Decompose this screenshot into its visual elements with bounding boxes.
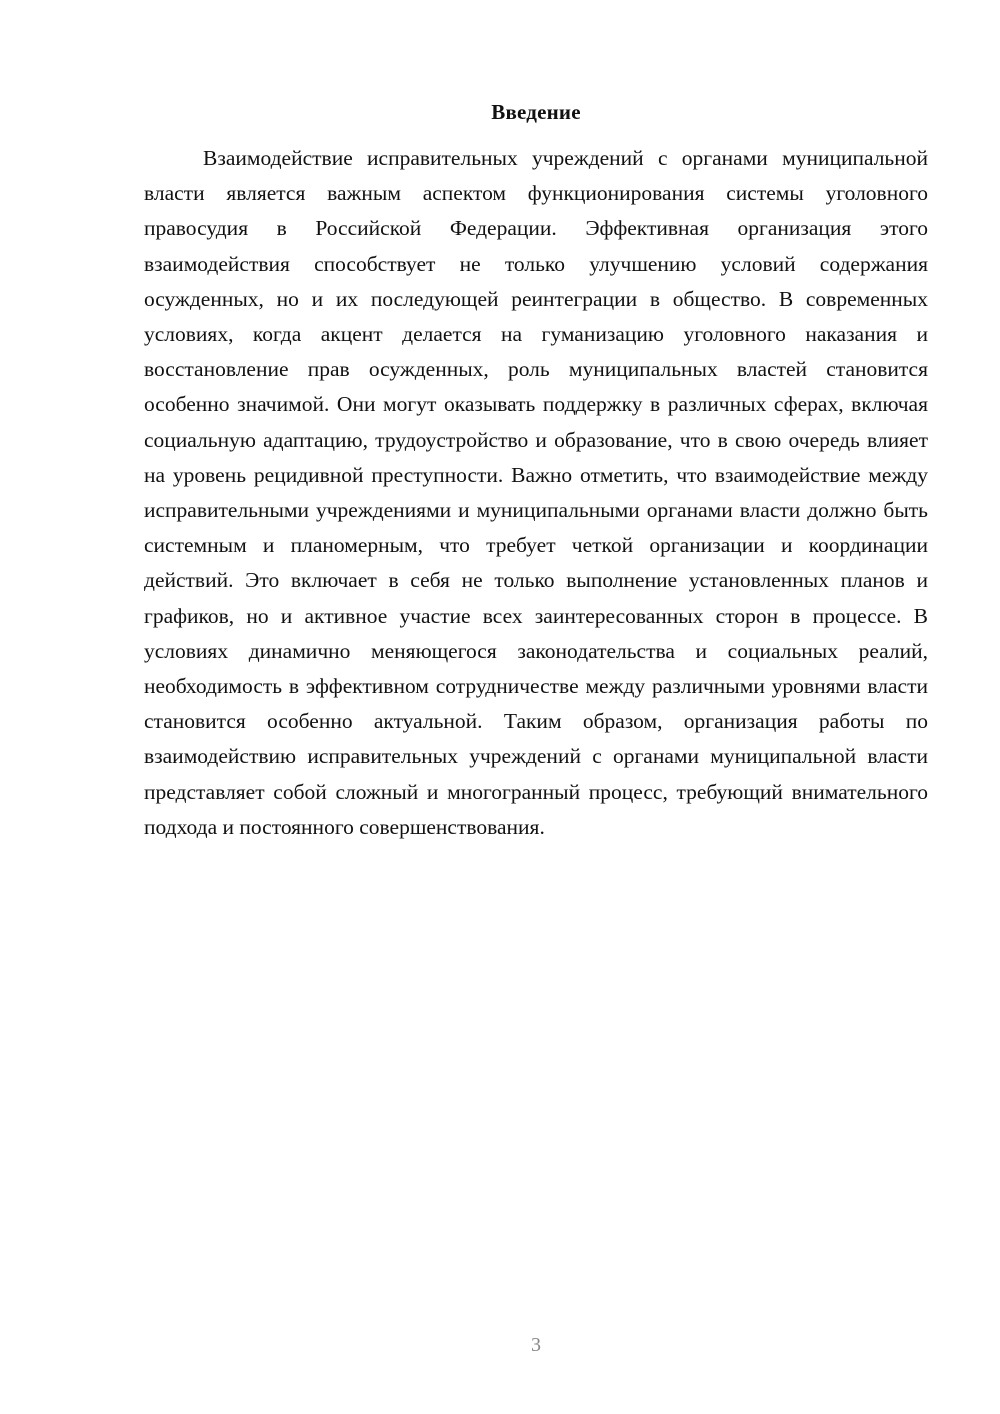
section-heading: Введение (491, 100, 581, 124)
page-number: 3 (531, 1334, 541, 1356)
body-paragraph: Взаимодействие исправительных учреждений с органами муниципальной власти является важным аспектом функционирования системы уголовного правосудия в Российской Федерации. Эффективная организация этого взаимодействия способствует не только улучшению условий содержания осужденных, но и их последующей реинтеграции в общество. В современных условиях, когда акцент делается на гуманизацию уголовного наказания и восстановление прав осужденных, роль муниципальных властей становится особенно значимой. Они могут оказывать поддержку в различных сферах, включая социальную адаптацию, трудоустройство и образование, что в свою очередь влияет на уровень рецидивной преступности. Важно отметить, что взаимодействие между исправительными учреждениями и муниципальными органами власти должно быть системным и планомерным, что требует четкой организации и координации действий. Это включает в себя не только выполнение установленных планов и графиков, но и активное участие всех заинтересованных сторон в процессе. В условиях динамично меняющегося законодательства и социальных реалий, необходимость в эффективном сотрудничестве между различными уровнями власти становится особенно актуальной. Таким образом, организация работы по взаимодействию исправительных учреждений с органами муниципальной власти представляет собой сложный и многогранный процесс, требующий внимательного подхода и постоянного совершенствования. (144, 146, 928, 839)
